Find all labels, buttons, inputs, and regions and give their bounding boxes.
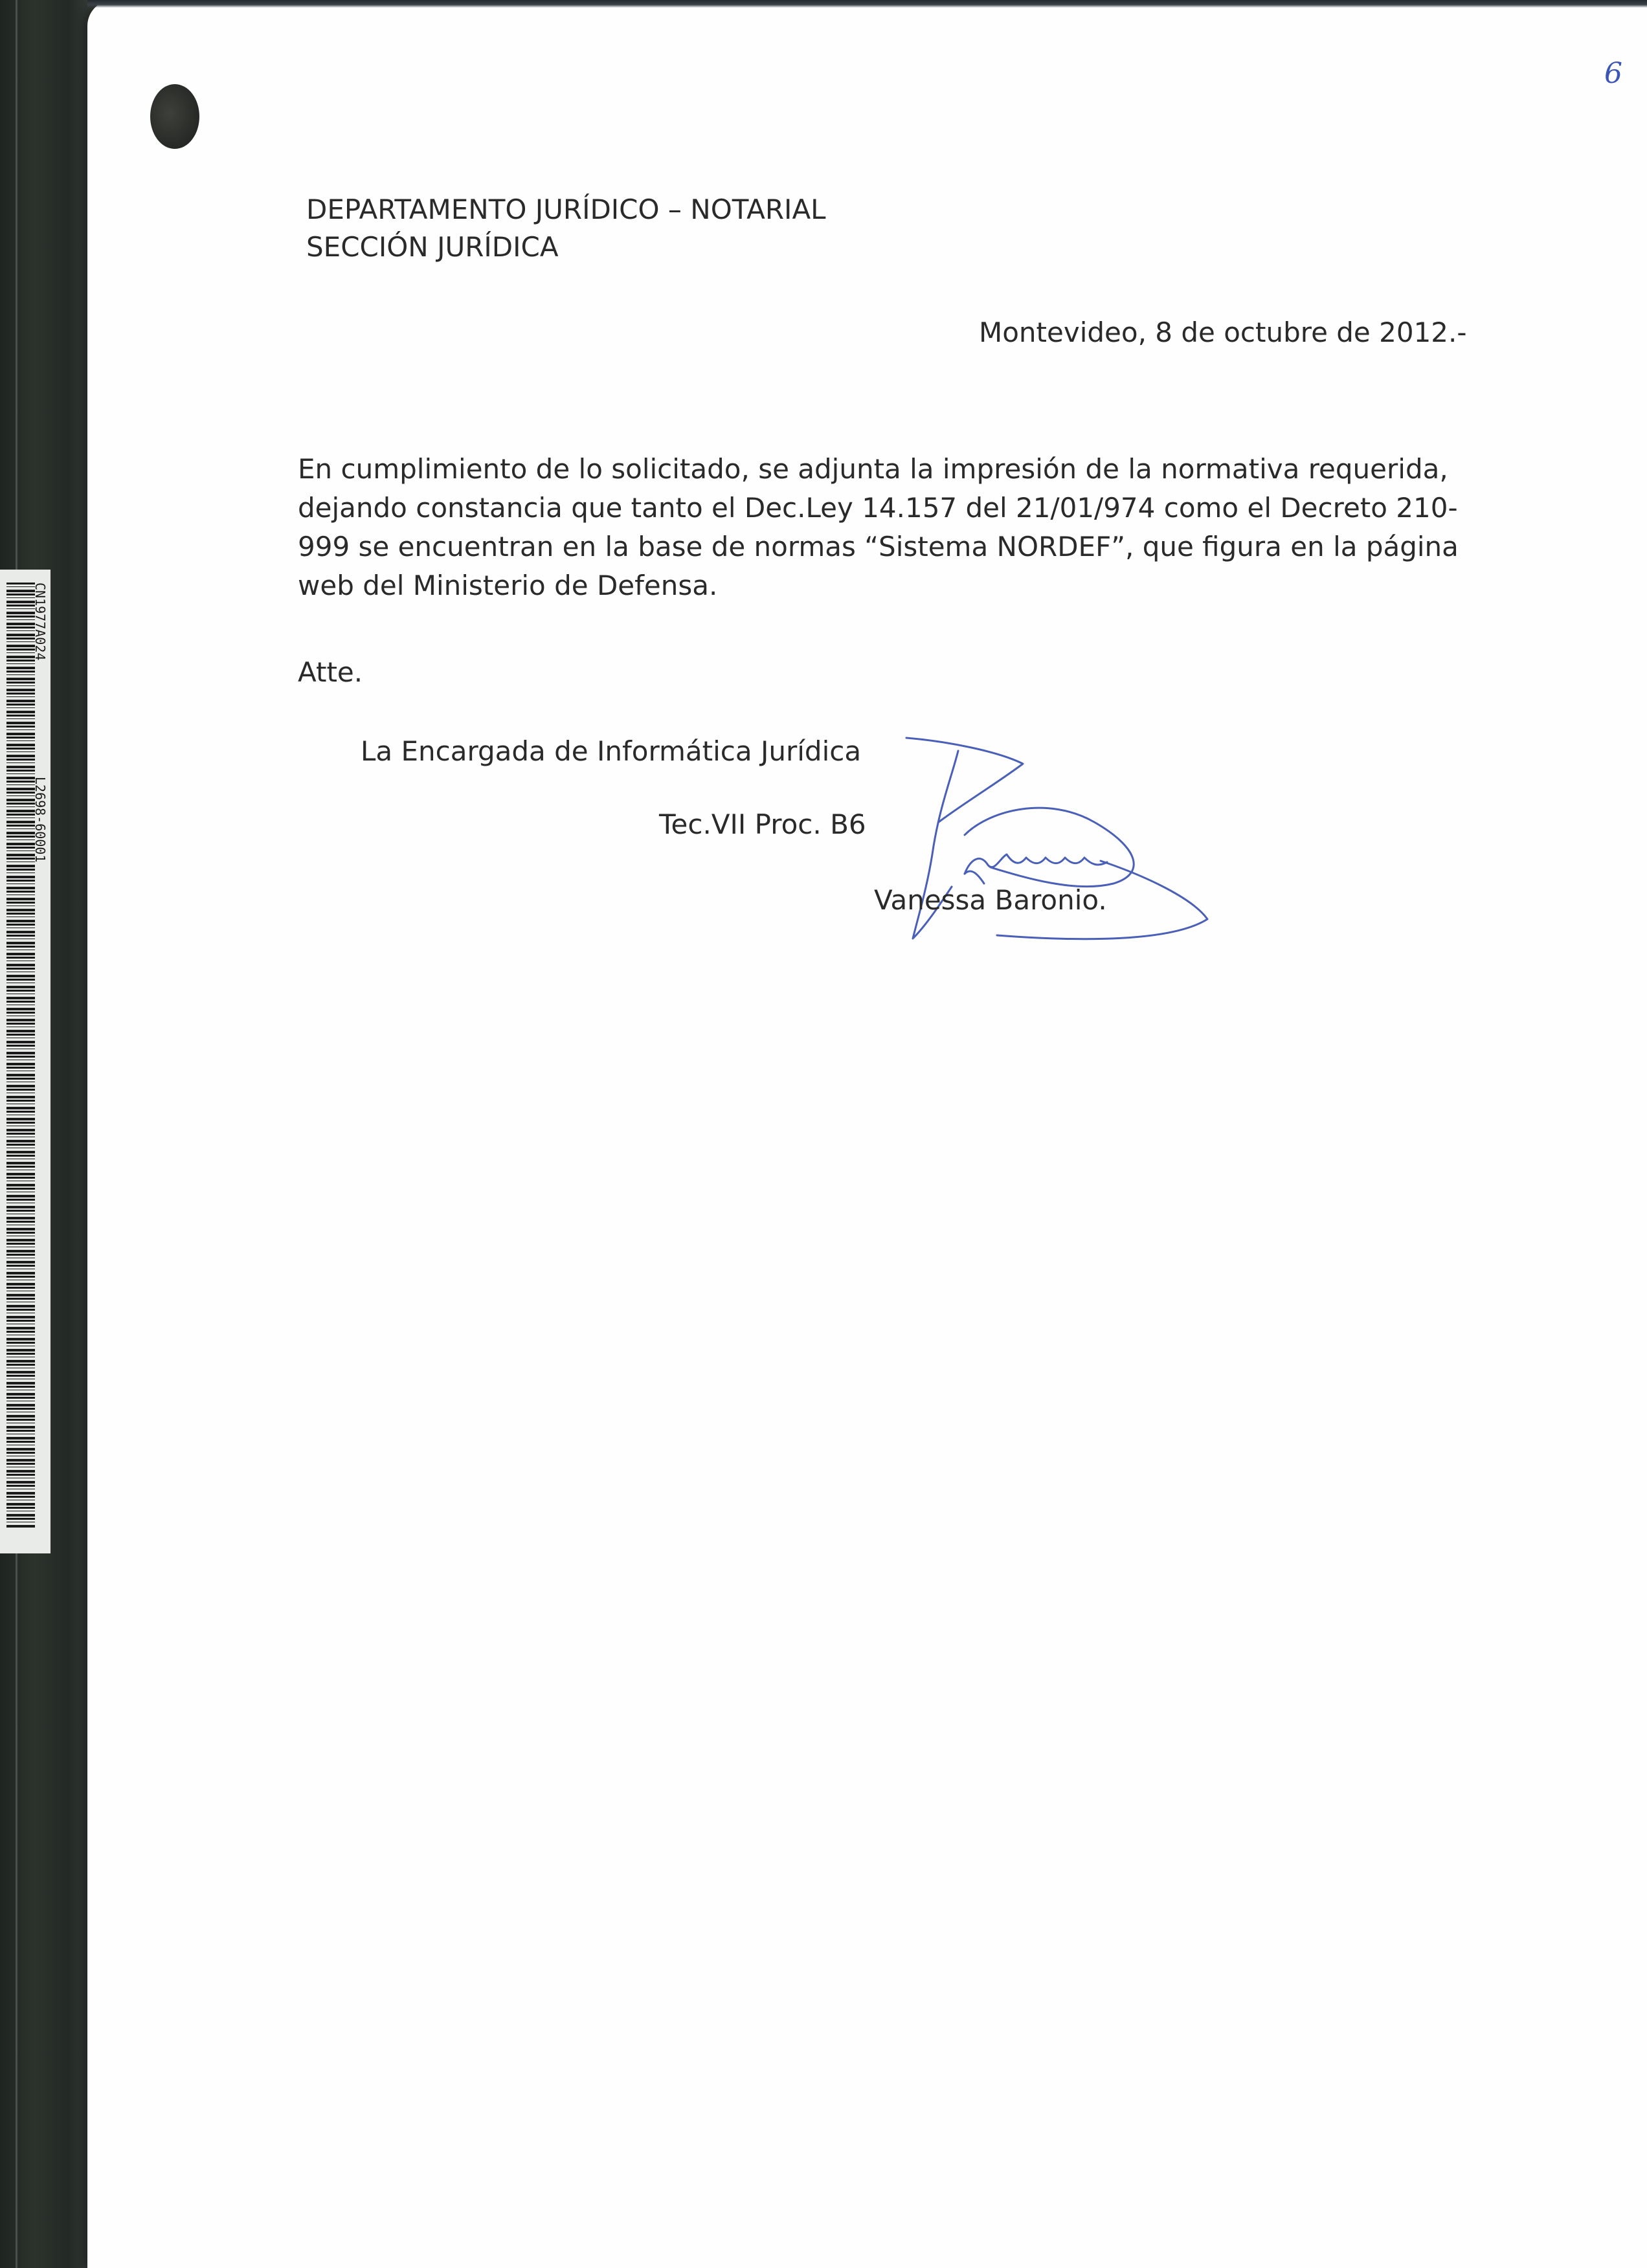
barcode-text-top: CN1977A024: [32, 583, 48, 661]
body-line: En cumplimiento de lo solicitado, se adjunta la impresión de la normativa requerida,: [298, 453, 1448, 485]
signatory-role: La Encargada de Informática Jurídica: [361, 735, 862, 767]
handwritten-signature: [868, 725, 1230, 958]
signatory-title: Tec.VII Proc. B6: [659, 808, 866, 840]
section-name: SECCIÓN JURÍDICA: [306, 231, 559, 263]
body-line: web del Ministerio de Defensa.: [298, 570, 718, 601]
letter-body: [298, 450, 1459, 605]
closing-salutation: Atte.: [298, 656, 363, 688]
department-name: DEPARTAMENTO JURÍDICO – NOTARIAL: [306, 194, 826, 225]
barcode: [6, 583, 35, 1528]
sheet-top-edge: [87, 0, 1647, 8]
barcode-text-bottom: L2698-60001: [32, 777, 48, 863]
body-line: dejando constancia que tanto el Dec.Ley 14.157 del 21/01/974 como el Decreto 210-: [298, 492, 1458, 524]
handwritten-page-number: 6: [1604, 57, 1622, 90]
signatory-name: Vanessa Baronio.: [874, 884, 1107, 916]
body-line: 999 se encuentran en la base de normas “Sistema NORDEF”, que figura en la página: [298, 531, 1459, 562]
barcode-label: [0, 570, 50, 1553]
letterhead: [306, 191, 826, 266]
barcode-text: [32, 583, 50, 1528]
letter-date: Montevideo, 8 de octubre de 2012.-: [979, 317, 1467, 348]
punch-hole: [150, 84, 199, 149]
